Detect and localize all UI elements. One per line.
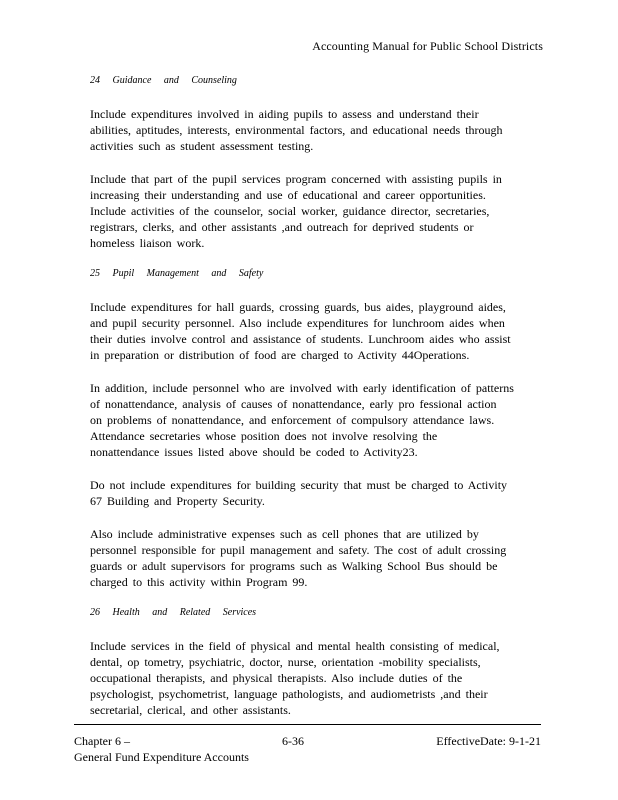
text-line: registrars, clerks, and other assistants ,and outreach for deprived students or xyxy=(90,220,474,234)
footer-effective-date: EffectiveDate: 9-1-21 xyxy=(436,734,541,748)
text-line: homeless liaison work. xyxy=(90,236,205,250)
footer-chapter xyxy=(74,733,249,765)
section-heading-pupil-management-safety: 25 Pupil Management and Safety xyxy=(90,268,264,279)
text-line: 67 Building and Property Security. xyxy=(90,494,265,508)
text-line: Also include administrative expenses such as cell phones that are utilized by xyxy=(90,527,479,541)
footer-chapter-title: General Fund Expenditure Accounts xyxy=(74,750,249,764)
footer-chapter-number: Chapter 6 – xyxy=(74,734,130,748)
paragraph xyxy=(90,638,530,718)
text-line: of nonattendance, analysis of causes of nonattendance, early pro fessional action xyxy=(90,397,497,411)
text-line: Do not include expenditures for building security that must be charged to Activity xyxy=(90,478,508,492)
text-line: Include activities of the counselor, social worker, guidance director, secretaries, xyxy=(90,204,490,218)
text-line: charged to this activity within Program 99. xyxy=(90,575,308,589)
footer-divider xyxy=(74,724,541,725)
text-line: In addition, include personnel who are involved with early identification of patterns xyxy=(90,381,514,395)
text-line: Include expenditures for hall guards, crossing guards, bus aides, playground aides, xyxy=(90,300,506,314)
text-line: secretarial, clerical, and other assistants. xyxy=(90,703,291,717)
text-line: psychologist, psychometrist, language pathologists, and audiometrists ,and their xyxy=(90,687,488,701)
text-line: occupational therapists, and physical therapists. Also include duties of the xyxy=(90,671,463,685)
text-line: nonattendance issues listed above should be coded to Activity23. xyxy=(90,445,418,459)
paragraph xyxy=(90,106,530,154)
text-line: on problems of nonattendance, and enforcement of compulsory attendance laws. xyxy=(90,413,495,427)
text-line: their duties involve control and assistance of students. Lunchroom aides who assist xyxy=(90,332,511,346)
text-line: Include services in the field of physical and mental health consisting of medical, xyxy=(90,639,500,653)
text-line: Include expenditures involved in aiding pupils to assess and understand their xyxy=(90,107,479,121)
text-line: in preparation or distribution of food are charged to Activity 44Operations. xyxy=(90,348,470,362)
section-heading-guidance-counseling: 24 Guidance and Counseling xyxy=(90,75,237,86)
text-line: increasing their understanding and use of educational and career opportunities. xyxy=(90,188,486,202)
section-heading-health-related-services: 26 Health and Related Services xyxy=(90,607,257,618)
text-line: activities such as student assessment testing. xyxy=(90,139,314,153)
paragraph xyxy=(90,171,530,251)
text-line: guards or adult supervisors for programs such as Walking School Bus should be xyxy=(90,559,498,573)
text-line: abilities, aptitudes, interests, environmental factors, and educational needs through xyxy=(90,123,503,137)
text-line: dental, op tometry, psychiatric, doctor, nurse, orientation -mobility specialists, xyxy=(90,655,481,669)
footer-page-number: 6-36 xyxy=(282,734,304,748)
paragraph xyxy=(90,299,530,363)
paragraph xyxy=(90,380,530,460)
paragraph xyxy=(90,477,530,509)
manual-body xyxy=(90,75,530,735)
text-line: personnel responsible for pupil management and safety. The cost of adult crossing xyxy=(90,543,507,557)
paragraph xyxy=(90,526,530,590)
running-header: Accounting Manual for Public School Districts xyxy=(312,39,543,53)
text-line: and pupil security personnel. Also include expenditures for lunchroom aides when xyxy=(90,316,505,330)
text-line: Attendance secretaries whose position does not involve resolving the xyxy=(90,429,438,443)
text-line: Include that part of the pupil services program concerned with assisting pupils in xyxy=(90,172,502,186)
